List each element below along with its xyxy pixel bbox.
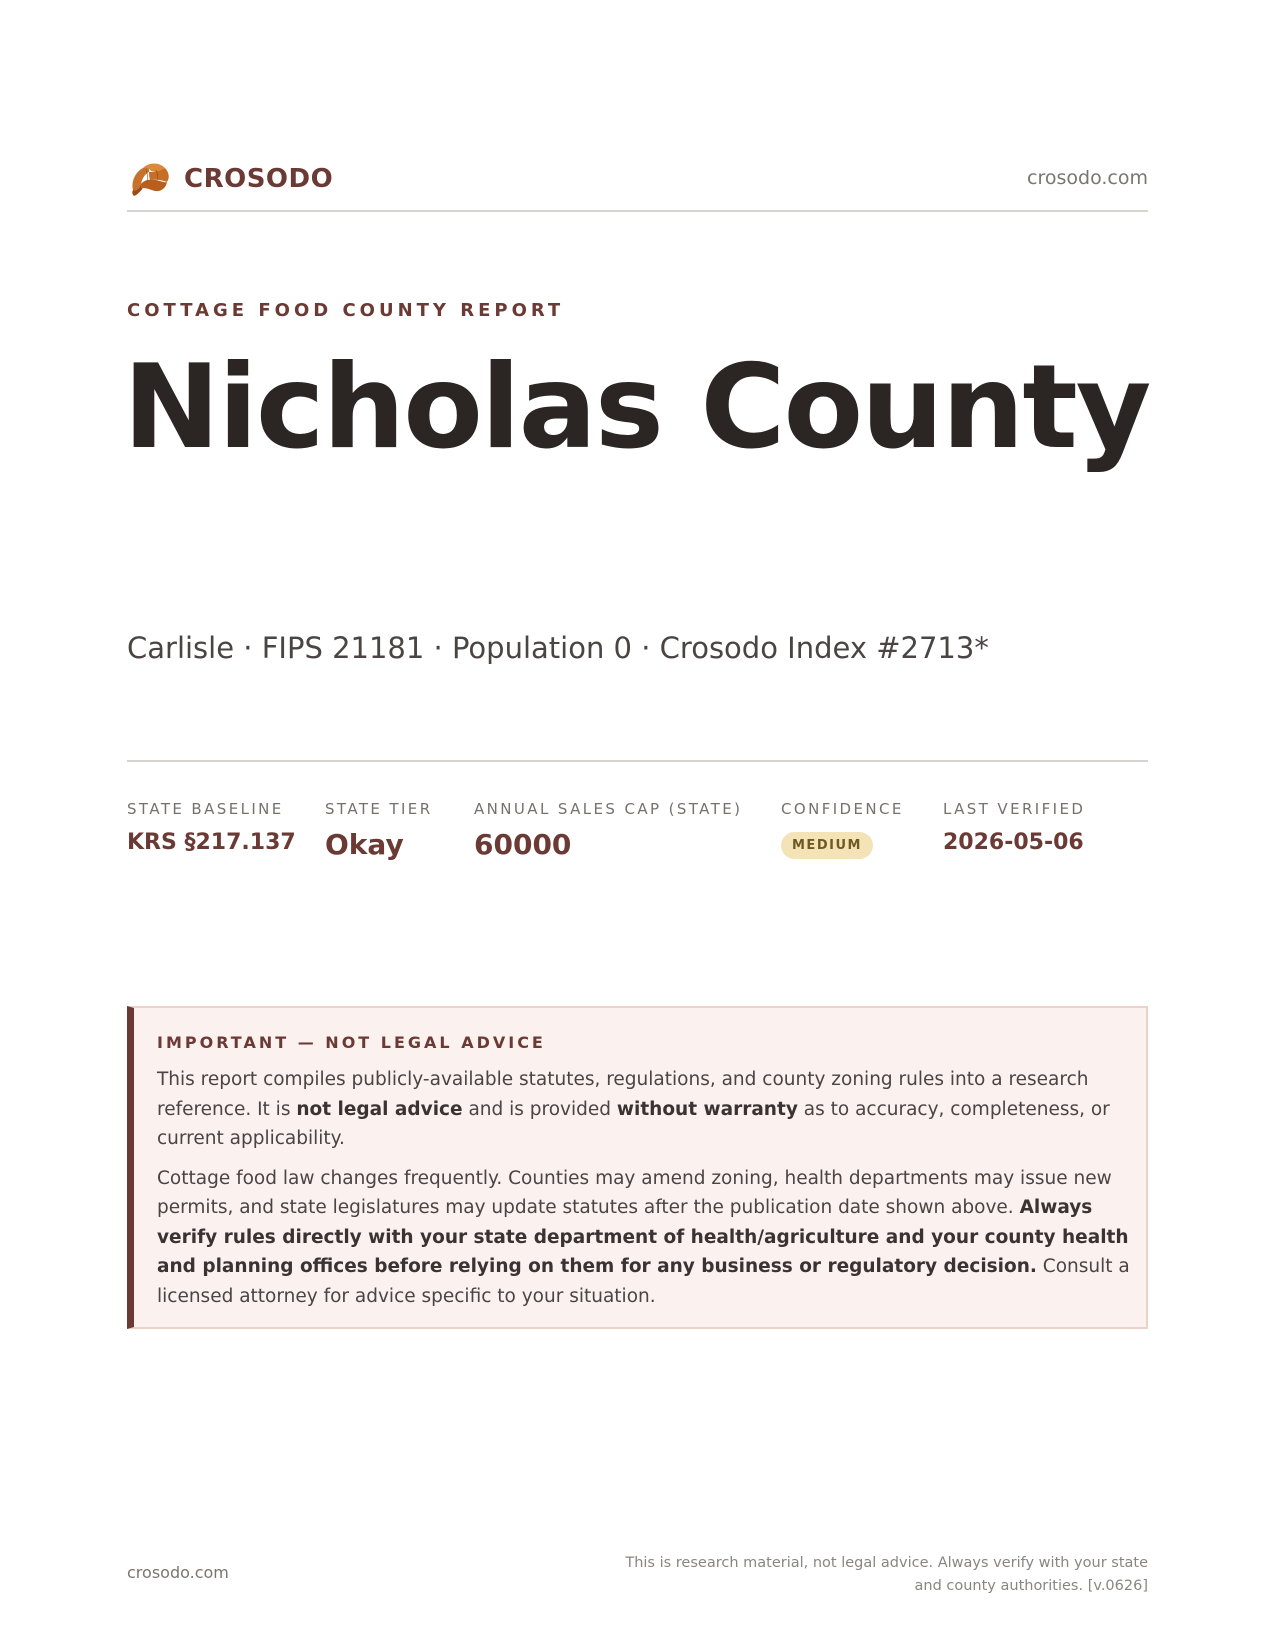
notice-paragraph: Cottage food law changes frequently. Counties may amend zoning, health departments may issue new permits, and state legislatures may update statutes after the publication date shown above. Always verify rules directly with your state department of health/agriculture and your county health and planning offices before relying on them for any business or regulatory decision. Consult a licensed attorney for advice specific to your situation. (157, 1167, 1130, 1307)
stat-value: 2026-05-06 (943, 830, 1084, 855)
confidence-badge: MEDIUM (781, 832, 873, 859)
report-page (123, 0, 1150, 1650)
stat-confidence (781, 800, 904, 859)
stat-annual-sales-cap (474, 800, 742, 861)
stat-label: ANNUAL SALES CAP (STATE) (474, 800, 743, 818)
notice-body (157, 1065, 1132, 1311)
stat-label: STATE BASELINE (127, 800, 284, 818)
stat-state-baseline (127, 800, 296, 855)
stat-value: 60000 (474, 828, 572, 861)
footer-site[interactable]: crosodo.com (127, 1563, 229, 1582)
report-eyebrow: COTTAGE FOOD COUNTY REPORT (127, 300, 565, 321)
croissant-icon (129, 160, 171, 200)
brand-name: CROSODO (184, 164, 334, 194)
page-header (127, 158, 1148, 212)
stat-label: CONFIDENCE (781, 800, 904, 818)
notice-paragraph: This report compiles publicly-available statutes, regulations, and county zoning rules into a research reference. It is not legal advice and is provided without warranty as to accuracy, completeness, or current applicability. (157, 1069, 1110, 1149)
stat-label: LAST VERIFIED (943, 800, 1086, 818)
stat-value: Okay (325, 828, 404, 861)
footer-disclaimer-line: and county authorities. [v.0626] (914, 1578, 1148, 1594)
page-title: Nicholas County (123, 340, 1150, 475)
stat-label: STATE TIER (325, 800, 433, 818)
stat-last-verified (943, 800, 1085, 855)
notice-title: IMPORTANT — NOT LEGAL ADVICE (157, 1033, 546, 1052)
legal-notice (127, 1006, 1148, 1329)
county-subtitle: Carlisle · FIPS 21181 · Population 0 · Crosodo Index #2713* (127, 631, 989, 665)
footer-disclaimer (608, 1552, 1148, 1598)
stats-row (127, 760, 1148, 880)
site-url[interactable]: crosodo.com (1027, 167, 1148, 189)
stat-state-tier (325, 800, 433, 861)
footer-disclaimer-line: This is research material, not legal advice. Always verify with your state (625, 1555, 1148, 1571)
stat-value: KRS §217.137 (127, 830, 296, 855)
